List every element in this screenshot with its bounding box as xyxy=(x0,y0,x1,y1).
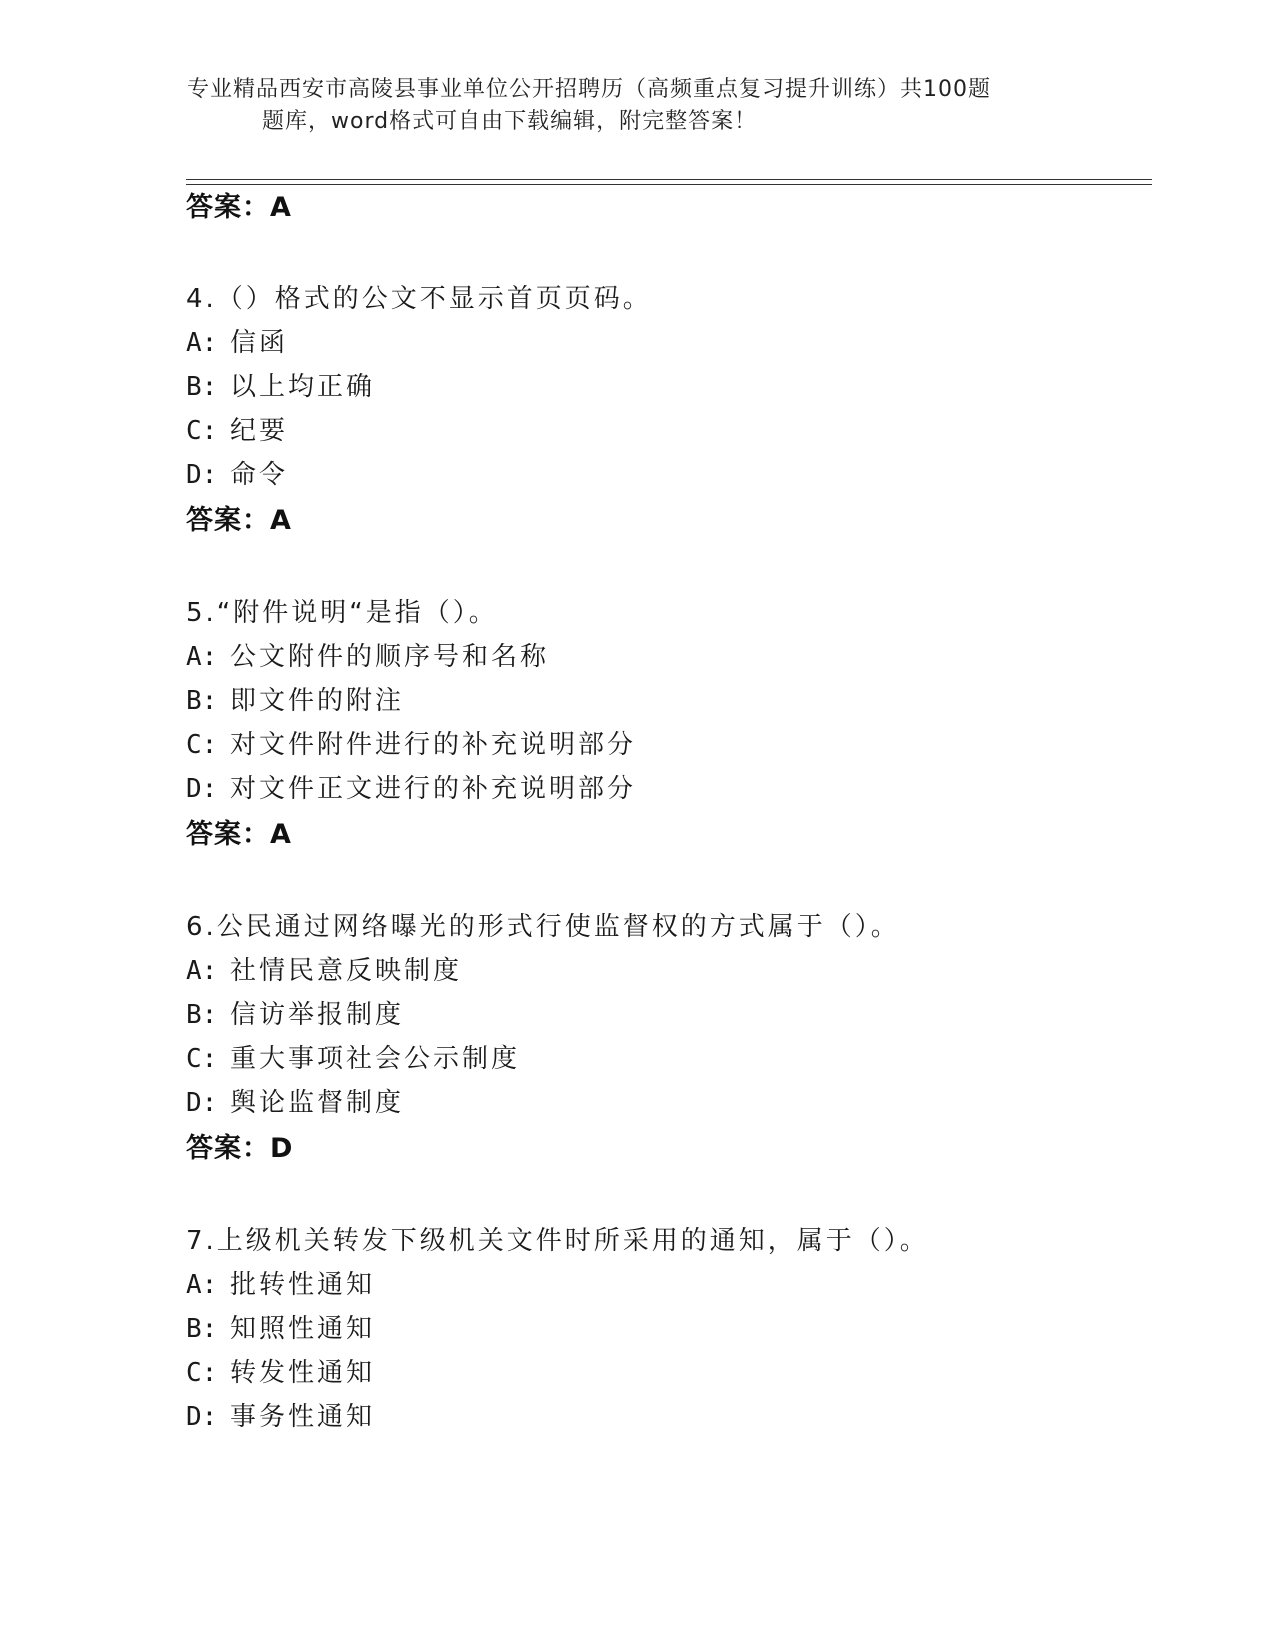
option-d xyxy=(186,1400,375,1434)
option-key: D: xyxy=(186,460,218,490)
option-text: 命令 xyxy=(230,460,289,490)
option-b xyxy=(186,1312,375,1346)
answer-line: 答案：A xyxy=(186,192,292,223)
option-c xyxy=(186,728,636,762)
question-stem: 6.公民通过网络曝光的形式行使监督权的方式属于（）。 xyxy=(186,912,900,942)
option-c xyxy=(186,1042,520,1076)
option-key: C: xyxy=(186,1044,218,1074)
option-c xyxy=(186,1356,375,1390)
option-key: C: xyxy=(186,1358,218,1388)
option-a xyxy=(186,640,549,674)
option-c xyxy=(186,414,288,448)
option-key: A: xyxy=(186,642,218,672)
option-text: 对文件附件进行的补充说明部分 xyxy=(230,730,637,760)
question-stem: 5.“附件说明“是指（）。 xyxy=(186,598,498,628)
option-key: B: xyxy=(186,686,218,716)
option-key: C: xyxy=(186,416,218,446)
option-b xyxy=(186,370,375,404)
option-text: 重大事项社会公示制度 xyxy=(230,1044,521,1074)
option-text: 纪要 xyxy=(230,416,289,446)
document-header xyxy=(187,74,1067,138)
option-a xyxy=(186,954,462,988)
option-key: A: xyxy=(186,328,218,358)
option-text: 信访举报制度 xyxy=(230,1000,405,1030)
option-key: D: xyxy=(186,1402,218,1432)
option-text: 公文附件的顺序号和名称 xyxy=(230,642,550,672)
option-text: 即文件的附注 xyxy=(230,686,405,716)
option-text: 对文件正文进行的补充说明部分 xyxy=(230,774,637,804)
option-key: C: xyxy=(186,730,218,760)
option-text: 转发性通知 xyxy=(230,1358,376,1388)
option-d xyxy=(186,772,636,806)
option-text: 社情民意反映制度 xyxy=(230,956,463,986)
header-title-line2: 题库，word格式可自由下载编辑，附完整答案！ xyxy=(262,109,758,134)
option-key: A: xyxy=(186,1270,218,1300)
option-key: B: xyxy=(186,372,218,402)
option-a xyxy=(186,1268,375,1302)
question-stem: 7.上级机关转发下级机关文件时所采用的通知，属于（）。 xyxy=(186,1226,929,1256)
question-stem: 4.（）格式的公文不显示首页页码。 xyxy=(186,284,652,314)
answer-line: 答案：D xyxy=(186,1133,294,1164)
option-text: 以上均正确 xyxy=(230,372,376,402)
option-text: 舆论监督制度 xyxy=(230,1088,405,1118)
option-key: D: xyxy=(186,774,218,804)
option-key: B: xyxy=(186,1314,218,1344)
option-a xyxy=(186,326,288,360)
option-d xyxy=(186,1086,404,1120)
option-text: 知照性通知 xyxy=(230,1314,376,1344)
header-title-line1: 专业精品西安市高陵县事业单位公开招聘历（高频重点复习提升训练）共100题 xyxy=(187,77,991,102)
header-divider-top xyxy=(186,179,1152,180)
option-b xyxy=(186,998,404,1032)
option-text: 事务性通知 xyxy=(230,1402,376,1432)
option-d xyxy=(186,458,288,492)
option-text: 信函 xyxy=(230,328,289,358)
answer-line: 答案：A xyxy=(186,819,292,850)
option-key: A: xyxy=(186,956,218,986)
option-key: D: xyxy=(186,1088,218,1118)
answer-line: 答案：A xyxy=(186,505,292,536)
option-key: B: xyxy=(186,1000,218,1030)
header-divider-bottom xyxy=(186,184,1152,185)
option-b xyxy=(186,684,404,718)
option-text: 批转性通知 xyxy=(230,1270,376,1300)
